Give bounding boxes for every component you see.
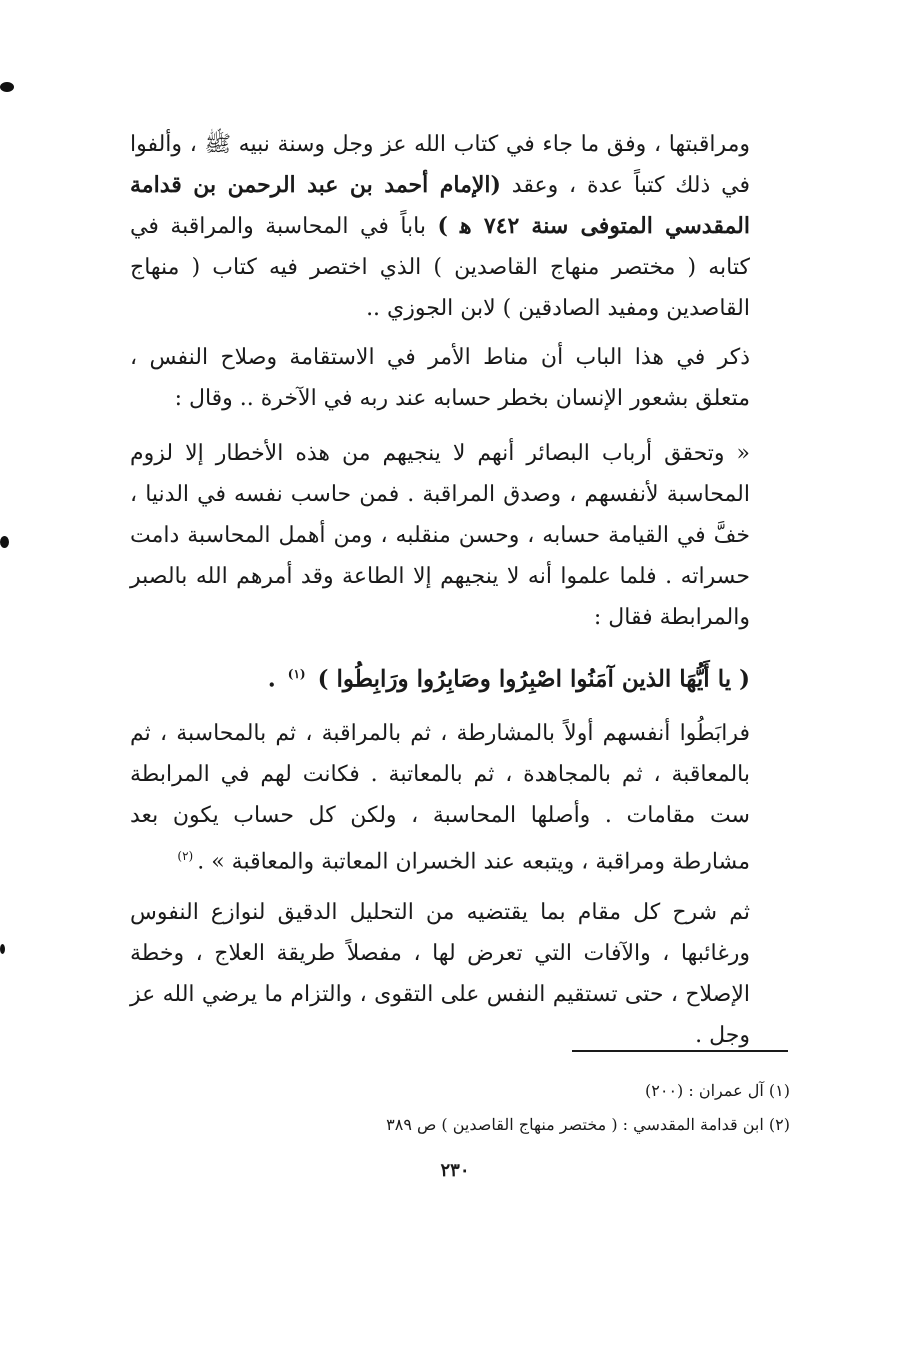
footnote-1: (١) آل عمران : (٢٠٠) (645, 1081, 790, 1100)
paragraph-text: باباً في المحاسبة والمراقبة في كتابه ( مختصر منهاج القاصدين ) الذي اختصر فيه كتاب ( منهاج القاصدين ومفيد الصادقين ) لابن الجوزي .. (130, 214, 750, 321)
paragraph-quotation (130, 433, 750, 638)
footnotes (320, 1074, 790, 1142)
paragraph-intro (130, 124, 750, 329)
paragraph-text: فرابَطُوا أنفسهم أولاً بالمشارطة ، ثم بالمراقبة ، ثم بالمحاسبة ، ثم بالمعاقبة ، ثم بالمجاهدة ، ثم بالمعاتبة . فكانت لهم في المرابطة ست مقامات . وأصلها المحاسبة ، ولكن كل حساب يكون بعد مشارطة ومراقبة ، ويتبعه عند الخسران المعاتبة والمعاقبة » . (130, 721, 750, 875)
footnote-2: (٢) ابن قدامة المقدسي : ( مختصر منهاج القاصدين ) ص ٣٨٩ (386, 1115, 790, 1134)
paragraph-text: ومراقبتها ، وفق ما جاء في كتاب الله عز وجل وسنة نبيه ﷺ ، وألفوا في ذلك كتباً عدة ، وعقد (130, 132, 750, 198)
scan-mark (0, 82, 14, 92)
author-citation: (الإمام أحمد بن عبد الرحمن بن قدامة المقدسي المتوفى سنة ٧٤٢ ﻫ ) (130, 172, 750, 239)
scan-mark (0, 536, 9, 548)
footnote-divider (572, 1050, 788, 1052)
paragraph-text: « وتحقق أرباب البصائر أنهم لا ينجيهم من هذه الأخطار إلا لزوم المحاسبة لأنفسهم ، وصدق المراقبة . فمن حاسب نفسه في الدنيا ، خفَّ في القيامة حسابه ، وحسن منقلبه ، ومن أهمل المحاسبة دامت حسراته . فلما علموا أنه لا ينجيهم إلا الطاعة وقد أمرهم الله بالصبر والمرابطة فقال : (130, 441, 750, 630)
quran-verse (230, 654, 750, 700)
verse-text: ( يا أَيُّهَا الذين آمَنُوا اصْبِرُوا وصَابِرُوا ورَابِطُوا ) (317, 665, 750, 693)
page-number: ٢٣٠ (440, 1160, 470, 1181)
paragraph-text: ثم شرح كل مقام بما يقتضيه من التحليل الدقيق لنوازع النفوس ورغائبها ، والآفات التي تعرض لها ، مفصلاً طريقة العلاج ، وخطة الإصلاح ، حتى تستقيم النفس على التقوى ، والتزام ما يرضي الله عز وجل . (130, 900, 750, 1048)
verse-end: . (267, 665, 276, 693)
footnote-reference: (١) (287, 667, 306, 681)
paragraph-text: ذكر في هذا الباب أن مناط الأمر في الاستقامة وصلاح النفس ، متعلق بشعور الإنسان بخطر حسابه عند ربه في الآخرة .. وقال : (130, 345, 751, 411)
paragraph-chapter-summary (130, 337, 750, 419)
scan-mark (0, 944, 5, 954)
paragraph-stations (130, 713, 750, 882)
footnote-reference: (٢) (177, 849, 194, 863)
paragraph-conclusion (130, 892, 750, 1056)
